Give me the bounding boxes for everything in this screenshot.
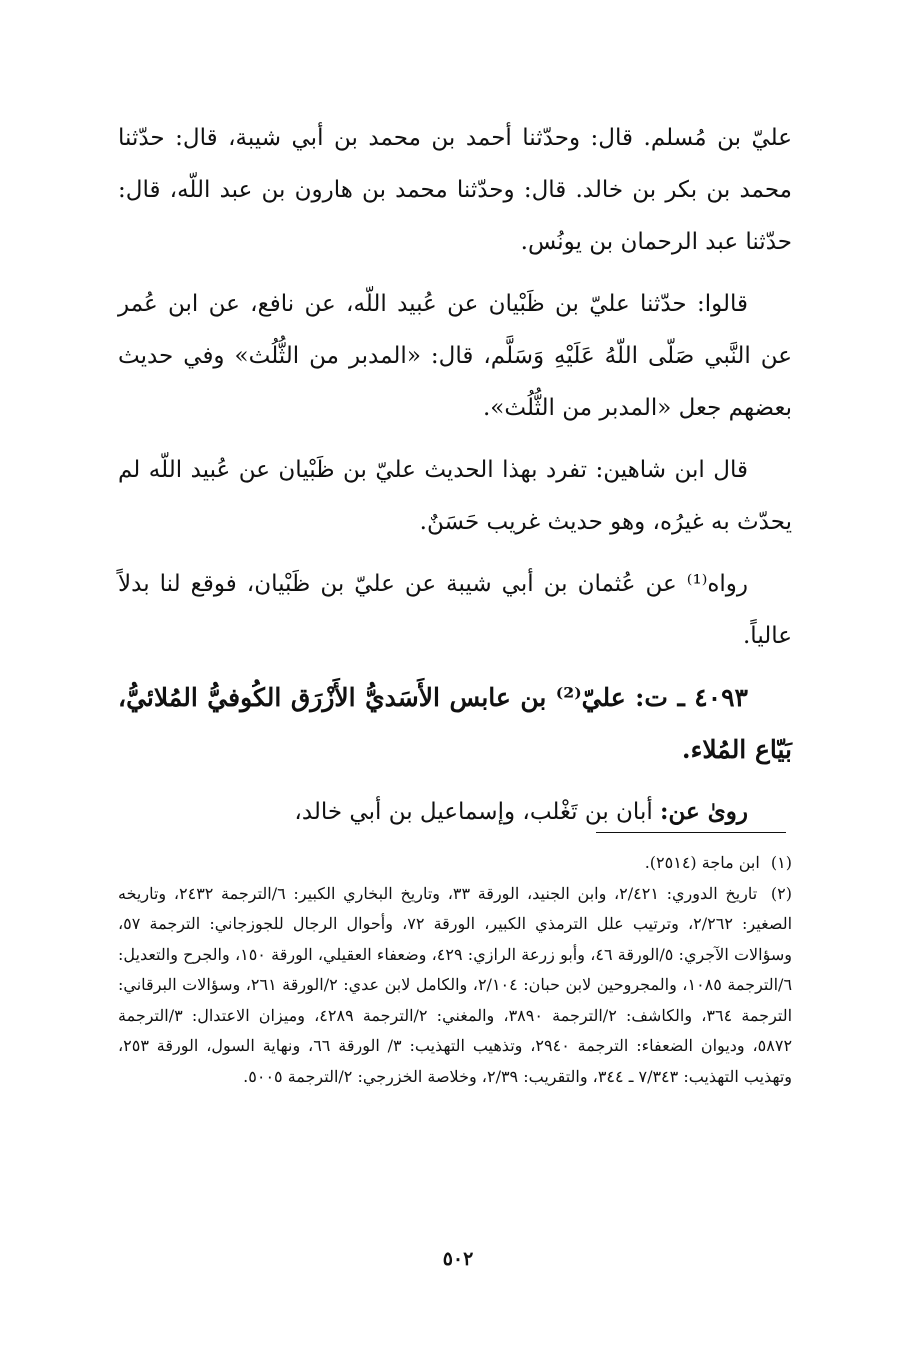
narrated-from-label: روىٰ عن: bbox=[660, 798, 748, 825]
entry-heading-text: ٤٠٩٣ ـ ت: عليّ⁽²⁾ بن عابس الأَسَديُّ الأَزْرَق الكُوفيُّ المُلائيُّ، بَيّاع المُلاء. bbox=[118, 683, 792, 764]
footnote-text: ابن ماجة (٢٥١٤). bbox=[644, 853, 760, 872]
paragraph-text: أبان بن تَغْلب، وإسماعيل بن أبي خالد، bbox=[294, 799, 653, 825]
paragraph-ibn-shahin-comment bbox=[118, 444, 792, 548]
paragraph-text: قال ابن شاهين: تفرد بهذا الحديث عليّ بن ظَبْيان عن عُبيد اللّه لم يحدّث به غيرُه، وهو حديث غريب حَسَنٌ. bbox=[118, 457, 792, 535]
footnote-1 bbox=[118, 848, 792, 879]
footnote-separator bbox=[596, 832, 786, 833]
entry-heading bbox=[118, 672, 792, 776]
footnotes bbox=[118, 848, 792, 1092]
paragraph-text: قالوا: حدّثنا عليّ بن ظَبْيان عن عُبيد اللّه، عن نافع، عن ابن عُمر عن النَّبي صَلّى اللّهُ عَلَيْهِ وَسَلَّم، قال: «المدبر من الثُّلُث» وفي حديث بعضهم جعل «المدبر من الثُّلُث». bbox=[118, 291, 792, 421]
paragraph-text: عليّ بن مُسلم. قال: وحدّثنا أحمد بن محمد بن أبي شيبة، قال: حدّثنا محمد بن بكر بن خالد. قال: وحدّثنا محمد بن هارون بن عبد اللّه، قال: حدّثنا عبد الرحمان بن يونُس. bbox=[118, 125, 792, 255]
footnote-2 bbox=[118, 879, 792, 1093]
footnote-number: (٢) bbox=[770, 883, 793, 903]
paragraph-hadith bbox=[118, 278, 792, 434]
footnote-number: (١) bbox=[770, 853, 792, 872]
paragraph-text: رواه⁽¹⁾ عن عُثمان بن أبي شيبة عن عليّ بن ظَبْيان، فوقع لنا بدلاً عالياً. bbox=[118, 571, 792, 649]
paragraph-isnad-continuation bbox=[118, 112, 792, 268]
page-number: ٥٠٢ bbox=[442, 1248, 474, 1270]
footnote-text: تاريخ الدوري: ٢/٤٢١، وابن الجنيد، الورقة ٣٣، وتاريخ البخاري الكبير: ٦/الترجمة ٢٤٣٢، وتاريخه الصغير: ٢/٢٦٢، وترتيب علل الترمذي الكبير، الورقة ٧٢، وأحوال الرجال للجوزجاني: الترجمة ٥٧، وسؤالات الآجري: ٥/الورقة ٤٦، وأبو زرعة الرازي: ٤٢٩، وضعفاء العقيلي، الورقة ١٥٠، والجرح والتعديل: ٦/الترجمة ١٠٨٥، والمجروحين لابن حبان: ٢/١٠٤، والكامل لابن عدي: ٢/الورقة ٢٦١، وسؤالات البرقاني: الترجمة ٣٦٤، والكاشف: ٢/الترجمة ٣٨٩٠، والمغني: ٢/الترجمة ٤٢٨٩، وميزان الاعتدال: ٣/الترجمة ٥٨٧٢، وديوان الضعفاء: الترجمة ٢٩٤٠، وتذهيب التهذيب: ٣/ الورقة ٦٦، ونهاية السول، الورقة ٢٥٣، وتهذيب التهذيب: ٧/٣٤٣ ـ ٣٤٤، والتقريب: ٢/٣٩، وخلاصة الخزرجي: ٢/الترجمة ٥٠٠٥. bbox=[118, 883, 793, 1086]
main-text bbox=[118, 112, 792, 848]
paragraph-narrated-from bbox=[118, 786, 792, 838]
paragraph-riwayah bbox=[118, 558, 792, 662]
